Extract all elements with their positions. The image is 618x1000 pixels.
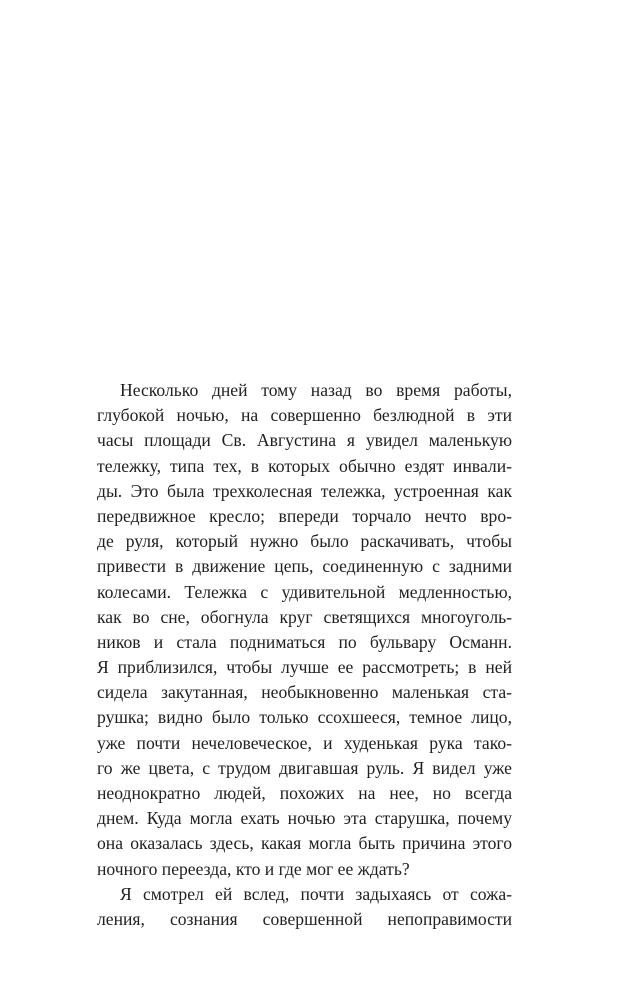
body-text bbox=[97, 378, 512, 932]
text-line: ников и стала подниматься по бульвару Османн. bbox=[97, 631, 512, 652]
text-line: Я смотрел ей вслед, почти задыхаясь от сожа- bbox=[120, 883, 512, 904]
text-line: ления, сознания совершенной непоправимости bbox=[97, 908, 512, 929]
text-line: ночного переезда, кто и где мог ее ждать? bbox=[97, 858, 410, 879]
text-line: уже почти нечеловеческое, и худенькая рука тако- bbox=[97, 732, 512, 753]
paragraph bbox=[97, 378, 512, 882]
text-line: тележку, типа тех, в которых обычно ездят инвали- bbox=[97, 455, 512, 476]
text-line: Я приблизился, чтобы лучше ее рассмотреть; в ней bbox=[97, 657, 512, 678]
text-line: она оказалась здесь, какая могла быть причина этого bbox=[97, 833, 512, 854]
text-line: привести в движение цепь, соединенную с задними bbox=[97, 556, 512, 577]
text-line: глубокой ночью, на совершенно безлюдной в эти bbox=[97, 405, 512, 426]
text-line: де руля, который нужно было раскачивать, чтобы bbox=[97, 531, 512, 552]
text-line: ды. Это была трехколесная тележка, устроенная как bbox=[97, 480, 512, 501]
text-line: рушка; видно было только ссохшееся, темное лицо, bbox=[97, 707, 512, 728]
text-line: сидела закутанная, необыкновенно маленькая ста- bbox=[97, 682, 512, 703]
paragraph bbox=[97, 882, 512, 932]
text-line: как во сне, обогнула круг светящихся многоуголь- bbox=[97, 606, 512, 627]
text-line: неоднократно людей, похожих на нее, но всегда bbox=[97, 783, 512, 803]
text-line: колесами. Тележка с удивительной медленностью, bbox=[97, 581, 512, 602]
text-line: днем. Куда могла ехать ночью эта старушка, почему bbox=[97, 808, 512, 829]
text-line: Несколько дней тому назад во время работы, bbox=[120, 380, 512, 400]
text-line: го же цвета, с трудом двигавшая руль. Я видел уже bbox=[97, 757, 512, 778]
text-line: часы площади Св. Августина я увидел маленькую bbox=[97, 430, 512, 451]
text-line: передвижное кресло; впереди торчало нечто вро- bbox=[97, 505, 512, 526]
